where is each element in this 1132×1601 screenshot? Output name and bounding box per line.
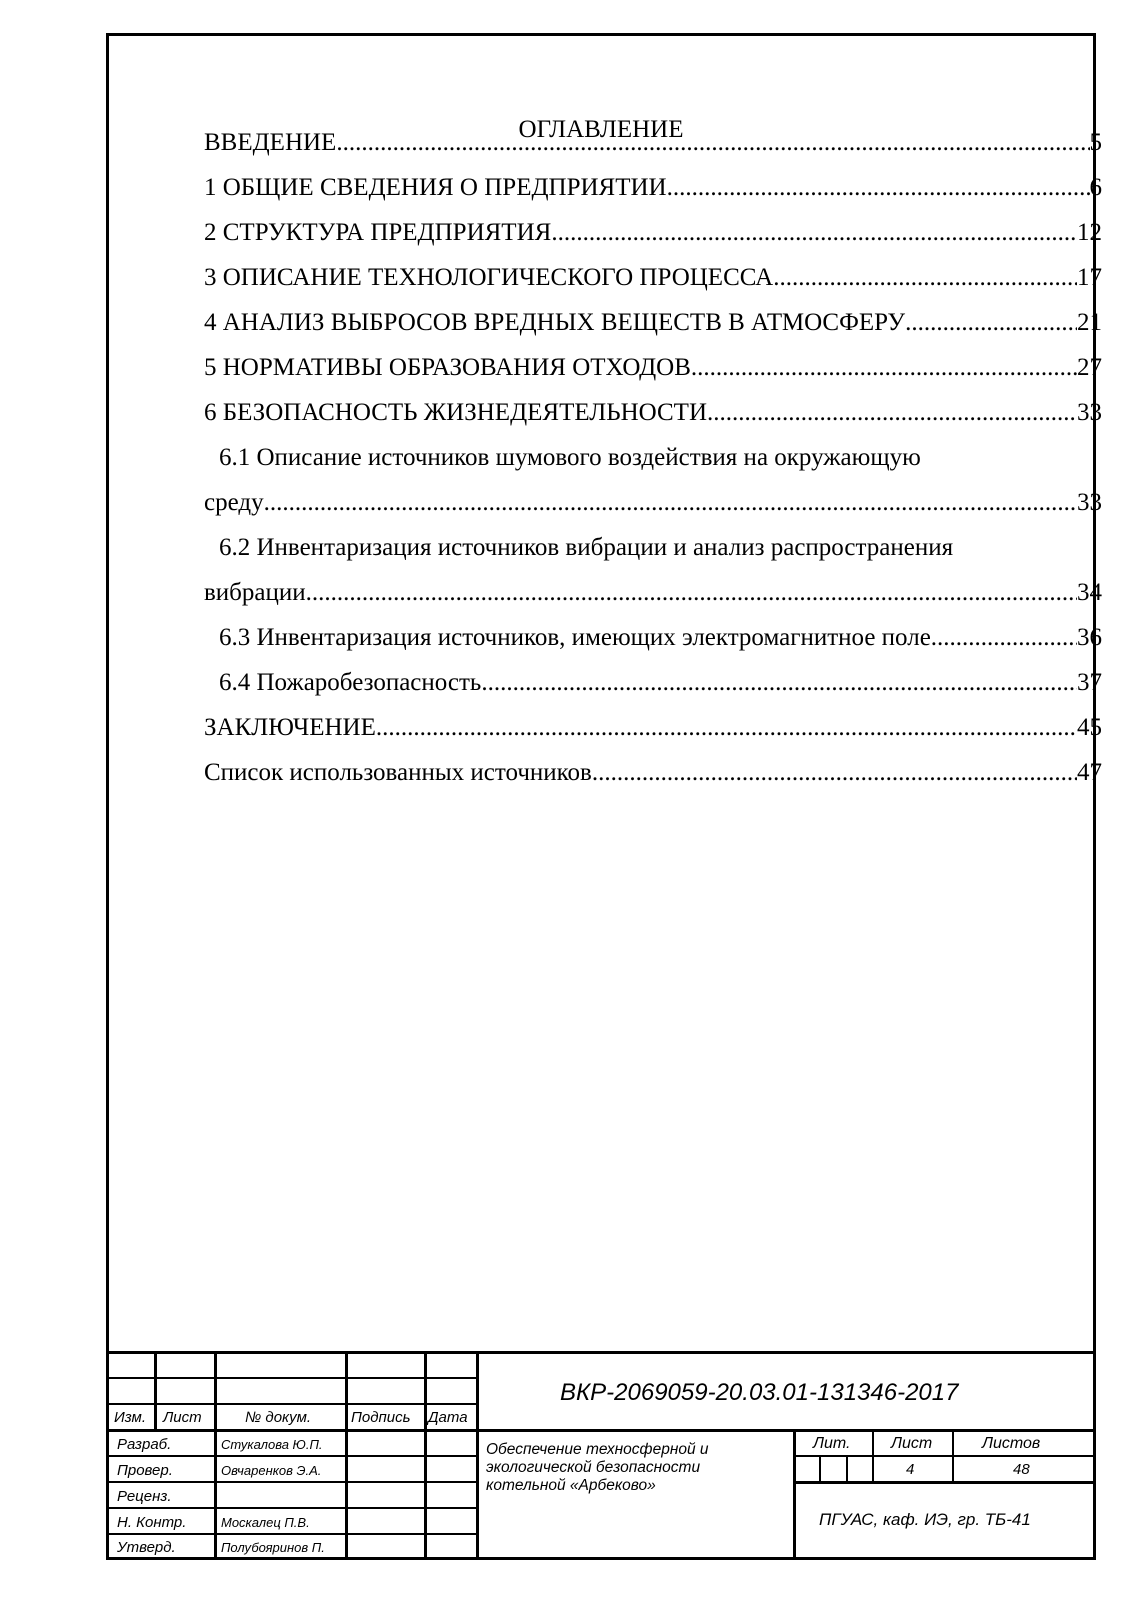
- toc-page-number: 36: [1077, 624, 1102, 651]
- stamp-line: [345, 1351, 348, 1557]
- stamp-line: [793, 1455, 1093, 1457]
- toc-page-number: 5: [1089, 129, 1102, 156]
- toc-entry-text: 6.4 Пожаробезопасность: [219, 669, 482, 696]
- toc-page-number: 21: [1077, 309, 1102, 336]
- stamp-line: [424, 1351, 427, 1557]
- document-code: ВКР-2069059-20.03.01-131346-2017: [560, 1379, 959, 1406]
- toc-entry-text: вибрации: [204, 579, 306, 606]
- header-sign: Подпись: [351, 1409, 411, 1426]
- toc-leader-dots: [336, 128, 1089, 158]
- toc-entry-text: 5 НОРМАТИВЫ ОБРАЗОВАНИЯ ОТХОДОВ: [204, 354, 691, 381]
- toc-entry-text: 6 БЕЗОПАСНОСТЬ ЖИЗНЕДЕЯТЕЛЬНОСТИ: [204, 399, 708, 426]
- toc-entry[interactable]: [204, 308, 1102, 338]
- toc-entry-text: среду: [204, 489, 264, 516]
- toc-entry-text: 3 ОПИСАНИЕ ТЕХНОЛОГИЧЕСКОГО ПРОЦЕССА: [204, 264, 774, 291]
- toc-page-number: 37: [1077, 669, 1102, 696]
- toc-entry[interactable]: [204, 353, 1102, 383]
- header-list: Лист: [163, 1409, 202, 1426]
- role-reviewer: Реценз.: [117, 1488, 172, 1505]
- toc-entry[interactable]: [204, 578, 1102, 608]
- stamp-line: [214, 1351, 217, 1557]
- toc-leader-dots: [306, 578, 1077, 608]
- toc-entry[interactable]: [204, 263, 1102, 293]
- header-date: Дата: [428, 1409, 468, 1426]
- toc-entry[interactable]: [219, 623, 1102, 653]
- toc-entry-text: 4 АНАЛИЗ ВЫБРОСОВ ВРЕДНЫХ ВЕЩЕСТВ В АТМОСФЕРУ: [204, 309, 906, 336]
- sheets-label: Листов: [982, 1435, 1041, 1452]
- toc-leader-dots: [905, 308, 1077, 338]
- stamp-border: [109, 1351, 1093, 1354]
- toc-entry-first-line[interactable]: 6.1 Описание источников шумового воздействия на окружающую: [219, 444, 921, 471]
- header-izm: Изм.: [114, 1409, 146, 1426]
- stamp-line: [109, 1403, 476, 1405]
- toc-entry[interactable]: [204, 398, 1102, 428]
- toc-leader-dots: [481, 668, 1077, 698]
- toc-entry[interactable]: [204, 173, 1102, 203]
- toc-page-number: 27: [1077, 354, 1102, 381]
- page-frame: [106, 33, 1102, 1560]
- stamp-line: [109, 1429, 1093, 1432]
- toc-page-number: 17: [1077, 264, 1102, 291]
- toc-entry-text: 6.3 Инвентаризация источников, имеющих электромагнитное поле: [219, 624, 931, 651]
- stamp-line: [109, 1481, 476, 1483]
- toc-leader-dots: [773, 263, 1077, 293]
- stamp-line: [846, 1455, 848, 1483]
- toc-page-number: 47: [1077, 759, 1102, 786]
- toc-leader-dots: [376, 713, 1077, 743]
- toc-entry-text: Список использованных источников: [204, 759, 592, 786]
- toc-entry-text: ВВЕДЕНИЕ: [204, 129, 337, 156]
- sheet-number: 4: [906, 1461, 915, 1478]
- stamp-line: [476, 1351, 479, 1557]
- title-block: [109, 1351, 1093, 1557]
- stamp-line: [793, 1481, 1093, 1484]
- toc-page-number: 33: [1077, 399, 1102, 426]
- toc-leader-dots: [707, 398, 1077, 428]
- toc-entry-text: 2 СТРУКТУРА ПРЕДПРИЯТИЯ: [204, 219, 552, 246]
- name-developer: Стукалова Ю.П.: [221, 1437, 323, 1452]
- header-doc-no: № докум.: [245, 1409, 312, 1426]
- toc-entry[interactable]: [204, 758, 1102, 788]
- organization: ПГУАС, каф. ИЭ, гр. ТБ-41: [819, 1510, 1031, 1529]
- document-title-line: Обеспечение техносферной и: [486, 1441, 709, 1458]
- role-developer: Разраб.: [117, 1436, 172, 1453]
- document-title-line: экологической безопасности: [486, 1459, 701, 1476]
- toc-leader-dots: [667, 173, 1090, 203]
- sheet-label: Лист: [891, 1435, 933, 1452]
- sheets-count: 48: [1013, 1461, 1030, 1478]
- stamp-line: [109, 1455, 476, 1457]
- stamp-line: [872, 1429, 874, 1483]
- stamp-line: [109, 1533, 476, 1535]
- toc-leader-dots: [264, 488, 1077, 518]
- toc-entry-text: 1 ОБЩИЕ СВЕДЕНИЯ О ПРЕДПРИЯТИИ: [204, 174, 667, 201]
- document-title-line: котельной «Арбеково»: [486, 1477, 656, 1494]
- toc-entry-text: ЗАКЛЮЧЕНИЕ: [204, 714, 376, 741]
- stamp-line: [109, 1507, 476, 1509]
- toc-entry[interactable]: [204, 218, 1102, 248]
- name-checker: Овчаренков Э.А.: [221, 1463, 322, 1478]
- stamp-line: [154, 1351, 157, 1432]
- stamp-line: [793, 1429, 796, 1557]
- name-norm-control: Москалец П.В.: [221, 1515, 310, 1530]
- role-approver: Утверд.: [117, 1539, 176, 1556]
- toc-entry-first-line[interactable]: 6.2 Инвентаризация источников вибрации и анализ распространения: [219, 534, 954, 561]
- toc-title: ОГЛАВЛЕНИЕ: [518, 116, 684, 143]
- toc-page-number: 12: [1077, 219, 1102, 246]
- toc-leader-dots: [551, 218, 1077, 248]
- stamp-line: [952, 1429, 954, 1483]
- toc-page-number: 6: [1089, 174, 1102, 201]
- lit-label: Лит.: [813, 1435, 851, 1452]
- name-approver: Полубояринов П.: [221, 1540, 325, 1555]
- stamp-line: [109, 1377, 476, 1379]
- toc-leader-dots: [931, 623, 1077, 653]
- toc-page-number: 45: [1077, 714, 1102, 741]
- stamp-line: [819, 1455, 821, 1483]
- toc-leader-dots: [691, 353, 1077, 383]
- toc-entry[interactable]: [219, 668, 1102, 698]
- toc-entry[interactable]: [204, 713, 1102, 743]
- toc-page-number: 34: [1077, 579, 1102, 606]
- role-norm-control: Н. Контр.: [117, 1514, 187, 1531]
- role-checker: Провер.: [117, 1462, 173, 1479]
- toc-entry[interactable]: [204, 128, 1102, 158]
- toc-leader-dots: [592, 758, 1077, 788]
- toc-page-number: 33: [1077, 489, 1102, 516]
- toc-entry[interactable]: [204, 488, 1102, 518]
